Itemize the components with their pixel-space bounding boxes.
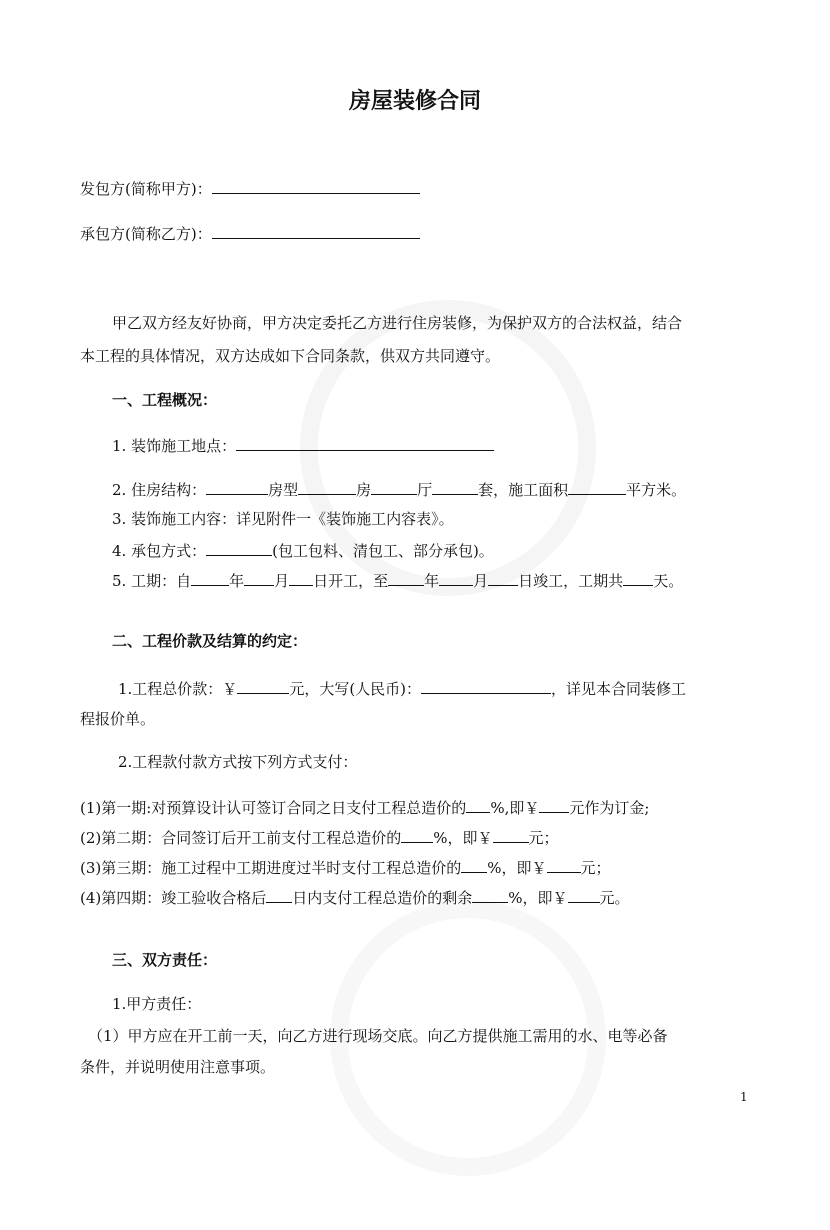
- item-text: 日开工，至: [313, 572, 389, 590]
- blank[interactable]: [432, 478, 478, 495]
- item-text: 元；: [580, 859, 611, 877]
- item-text: (包工包料、清包工、部分承包)。: [272, 542, 494, 560]
- item-text: %,即￥: [490, 799, 540, 817]
- blank[interactable]: [568, 478, 626, 495]
- item-text: 日内支付工程总造价的剩余: [292, 889, 473, 907]
- total-price-cont: 程报价单。: [80, 710, 156, 728]
- blank[interactable]: [206, 539, 272, 556]
- blank[interactable]: [388, 569, 424, 586]
- item-duration: [112, 569, 683, 591]
- item-text: 月: [473, 572, 489, 590]
- location-blank[interactable]: [236, 434, 494, 451]
- section3-heading: 三、双方责任：: [112, 951, 218, 969]
- item-text: 月: [274, 572, 290, 590]
- party-b-blank[interactable]: [212, 222, 420, 239]
- item-contract-type: [112, 539, 494, 561]
- blank[interactable]: [191, 569, 229, 586]
- item-text: 房型: [268, 481, 299, 499]
- item-text: 2. 住房结构：: [112, 481, 207, 499]
- intro-line: 本工程的具体情况，双方达成如下合同条款，供双方共同遵守。: [80, 347, 501, 365]
- item-text: 天。: [653, 572, 684, 590]
- blank[interactable]: [244, 569, 274, 586]
- item-text: 元，大写(人民币)：: [289, 680, 422, 698]
- item-text: 元；: [528, 829, 559, 847]
- item-text: 平方米。: [626, 481, 687, 499]
- blank[interactable]: [472, 886, 508, 903]
- payment-stage-3: [80, 856, 611, 878]
- item-location: [112, 434, 494, 456]
- item-text: (2)第二期：合同签订后开工前支付工程总造价的: [80, 829, 402, 847]
- item-text: 厅: [417, 481, 433, 499]
- item-text: 元。: [599, 889, 630, 907]
- item-text: 房: [356, 481, 372, 499]
- item-text: 1.工程总价款：￥: [118, 680, 238, 698]
- party-b-line: [80, 222, 420, 244]
- intro-line: 甲乙双方经友好协商，甲方决定委托乙方进行住房装修，为保护双方的合法权益，结合: [112, 314, 683, 332]
- item-text: 日竣工，工期共: [518, 572, 624, 590]
- blank[interactable]: [421, 677, 551, 694]
- blank[interactable]: [623, 569, 653, 586]
- blank[interactable]: [439, 569, 473, 586]
- party-a-duties: 1.甲方责任：: [112, 995, 202, 1013]
- party-a-label: 发包方(简称甲方)：: [80, 180, 212, 198]
- item-text: %，即￥: [487, 859, 547, 877]
- item-text: 套，施工面积: [478, 481, 569, 499]
- blank[interactable]: [466, 796, 490, 813]
- blank[interactable]: [289, 569, 313, 586]
- duty-text: 条件，并说明使用注意事项。: [80, 1058, 276, 1076]
- payment-method: 2.工程款付款方式按下列方式支付：: [118, 753, 358, 771]
- page-number: 1: [740, 1090, 748, 1104]
- party-b-label: 承包方(简称乙方)：: [80, 225, 212, 243]
- item-text: %，即￥: [433, 829, 493, 847]
- item-text: (1)第一期:对预算设计认可签订合同之日支付工程总造价的: [80, 799, 467, 817]
- payment-stage-1: [80, 796, 649, 818]
- item-text: ，详见本合同装修工: [551, 680, 687, 698]
- blank[interactable]: [539, 796, 569, 813]
- section1-heading: 一、工程概况：: [112, 391, 218, 409]
- blank[interactable]: [568, 886, 600, 903]
- blank[interactable]: [493, 826, 529, 843]
- blank[interactable]: [461, 856, 487, 873]
- blank[interactable]: [206, 478, 268, 495]
- item-text: (4)第四期：竣工验收合格后: [80, 889, 267, 907]
- item-text: 年: [424, 572, 440, 590]
- blank[interactable]: [237, 677, 289, 694]
- total-price-line: [118, 677, 686, 699]
- item-text: 年: [229, 572, 245, 590]
- blank[interactable]: [488, 569, 518, 586]
- payment-stage-4: [80, 886, 630, 908]
- payment-stage-2: [80, 826, 559, 848]
- item-content: 3. 装饰施工内容：详见附件一《装饰施工内容表》。: [112, 510, 454, 528]
- blank[interactable]: [547, 856, 581, 873]
- blank[interactable]: [298, 478, 356, 495]
- item-text: 1. 装饰施工地点：: [112, 437, 237, 455]
- item-structure: [112, 478, 686, 500]
- item-text: 4. 承包方式：: [112, 542, 207, 560]
- item-text: 5. 工期：自: [112, 572, 192, 590]
- duty-text: （1）甲方应在开工前一天，向乙方进行现场交底。向乙方提供施工需用的水、电等必备: [88, 1027, 668, 1045]
- item-text: 元作为订金;: [569, 799, 650, 817]
- item-text: %，即￥: [508, 889, 568, 907]
- item-text: (3)第三期：施工过程中工期进度过半时支付工程总造价的: [80, 859, 462, 877]
- section2-heading: 二、工程价款及结算的约定：: [112, 632, 308, 650]
- blank[interactable]: [266, 886, 292, 903]
- blank[interactable]: [401, 826, 433, 843]
- party-a-line: [80, 177, 420, 199]
- document-title: 房屋装修合同: [348, 89, 481, 114]
- blank[interactable]: [371, 478, 417, 495]
- party-a-blank[interactable]: [212, 177, 420, 194]
